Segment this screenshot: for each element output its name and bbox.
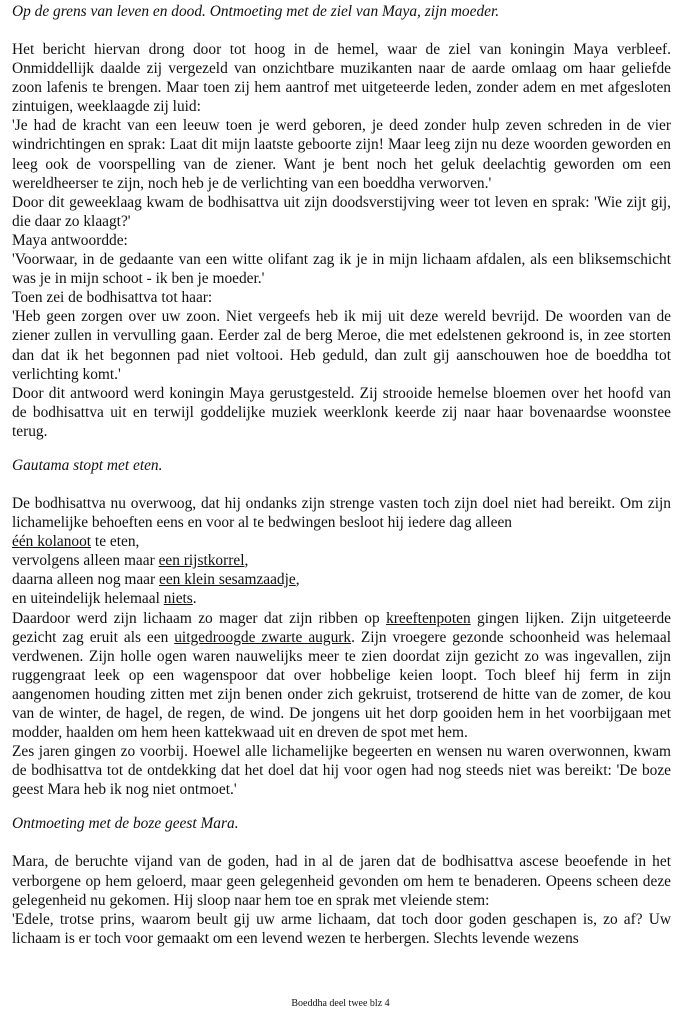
underlined-text: niets [163,590,193,608]
text: vervolgens alleen maar [12,552,159,570]
underlined-text: uitgedroogde zwarte augurk [174,628,352,646]
page-footer: Boeddha deel twee blz 4 [291,998,390,1009]
underlined-text: een rijstkorrel [158,552,245,570]
text: , [244,552,249,570]
text: Daardoor werd zijn lichaam zo mager dat zijn ribben op [12,609,387,627]
text: daarna alleen nog maar [12,571,159,589]
text: te eten, [91,533,140,551]
list-line [12,589,671,608]
underlined-text: kreeftenpoten [386,609,471,627]
paragraph: 'Heb geen zorgen over uw zoon. Niet vergeefs heb ik mij uit deze wereld bevrijd. De woorden van de ziener zullen in vervulling gaan. Eerder zal de berg Meroe, die met edelstenen gekroond is, in zee storten dan dat ik het begonnen pad niet voltooi. Heb geduld, dan zult gij aanschouwen hoe de boeddha tot verlichting komt.' [12,308,671,383]
section-heading-maya: Op de grens van leven en dood. Ontmoeting met de ziel van Maya, zijn moeder. [12,3,500,20]
paragraph: 'Voorwaar, in de gedaante van een witte olifant zag ik je in mijn lichaam afdalen, als een bliksemschicht was je in mijn schoot - ik ben je moeder.' [12,251,671,288]
paragraph: Door dit antwoord werd koningin Maya gerustgesteld. Zij strooide hemelse bloemen over het hoofd van de bodhisattva uit en terwijl goddelijke muziek weerklonk keerde zij naar haar bovenaardse woonstee terug. [12,384,671,440]
text: en uiteindelijk helemaal [12,590,164,608]
paragraph: 'Je had de kracht van een leeuw toen je werd geboren, je deed zonder hulp zeven schreden in de vier windrichtingen en sprak: Laat dit mijn laatste geboorte zijn! Maar leeg zijn nu deze woorden geworden en leeg ook de voorspelling van de ziener. Want je bent noch het geluk deelachtig geworden om een wereldheerser te zijn, noch heb je de verlichting van een boeddha verworven.' [12,117,671,192]
list-line [12,570,671,589]
text: . Zijn vroegere gezonde schoonheid was helemaal verdwenen. Zijn holle ogen waren nauwelijks meer te zien doordat zijn gezicht zo was ingevallen, zijn ruggengraat leek op een wagenspoor dat over hobbelige keien loopt. Toch bleef hij ferm in zijn aangenomen houding zitten met zijn benen onder zich gekruist, trotserend de hitte van de zomer, de kou van de winter, de hagel, de regen, de wind. De jongens uit het dorp gooiden hem in het voorbijgaan met modder, haalden om hem heen kattekwaad uit en dreven de spot met hem. [12,628,671,742]
list-line [12,551,671,570]
underlined-text: één kolanoot [12,533,92,551]
section-heading-gautama: Gautama stopt met eten. [12,456,163,474]
text: gingen lijken. Zijn uitgeteerde gezicht zag eruit als een [12,609,671,646]
paragraph: Mara, de beruchte vijand van de goden, had in al de jaren dat de bodhisattva ascese beoefende in het verborgene op hem geloerd, maar geen gelegenheid gevonden om hem te benaderen. Opeens scheen deze gelegenheid nu gekomen. Hij sloop naar hem toe en sprak met vleiende stem: [12,853,671,909]
paragraph [12,609,671,743]
text: , [295,571,300,589]
list-line [12,532,671,551]
section-heading-mara: Ontmoeting met de boze geest Mara. [12,815,239,833]
paragraph: Zes jaren gingen zo voorbij. Hoewel alle lichamelijke begeerten en wensen nu waren overwonnen, kwam de bodhisattva tot de ontdekking dat het doel dat hij voor ogen had nog steeds niet was bereikt: 'De boze geest Mara heb ik nog niet ontmoet.' [12,743,671,799]
paragraph: Maya antwoordde: [12,231,128,249]
paragraph: Door dit geweeklaag kwam de bodhisattva uit zijn doodsverstijving weer tot leven en sprak: 'Wie zijt gij, die daar zo klaagt?' [12,193,671,230]
paragraph: 'Edele, trotse prins, waarom beult gij uw arme lichaam, dat toch door goden geschapen is, zo af? Uw lichaam is er toch voor gemaakt om een levend wezen te herbergen. Slechts levende wezens [12,910,671,947]
paragraph: Het bericht hiervan drong door tot hoog in de hemel, waar de ziel van koningin Maya verbleef. Onmiddellijk daalde zij vergezeld van onzichtbare muzikanten naar de aarde omlaag om haar geliefde zoon lafenis te brengen. Maar toen zij hem aantrof met uitgeteerde leden, zonder adem en met afgesloten zintuigen, weeklaagde zij luid: [12,41,671,116]
paragraph: De bodhisattva nu overwoog, dat hij ondanks zijn strenge vasten toch zijn doel niet had bereikt. Om zijn lichamelijke behoeften eens en voor al te bedwingen besloot hij iedere dag alleen [12,494,671,532]
paragraph: Toen zei de bodhisattva tot haar: [12,289,213,307]
underlined-text: een klein sesamzaadje [159,571,296,589]
text: . [192,590,197,608]
